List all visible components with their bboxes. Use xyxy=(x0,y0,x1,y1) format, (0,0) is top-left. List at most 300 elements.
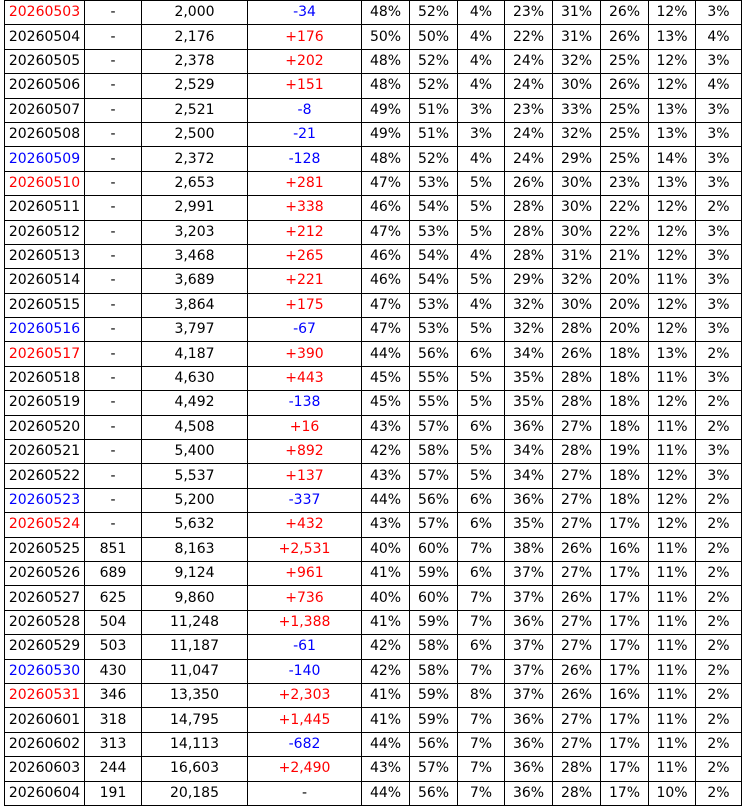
percent-cell: 50% xyxy=(410,25,458,49)
percent-cell: 3% xyxy=(696,293,742,317)
percent-cell: 22% xyxy=(601,196,649,220)
table-row xyxy=(5,74,742,98)
change-cell: +16 xyxy=(248,415,362,439)
change-cell: +443 xyxy=(248,366,362,390)
percent-cell: 48% xyxy=(362,49,410,73)
percent-cell: 7% xyxy=(458,586,505,610)
table-row xyxy=(5,440,742,464)
date-cell: 20260528 xyxy=(5,610,85,634)
change-cell: +202 xyxy=(248,49,362,73)
table-row xyxy=(5,757,742,781)
percent-cell: 11% xyxy=(649,708,696,732)
percent-cell: 17% xyxy=(601,732,649,756)
change-cell: -140 xyxy=(248,659,362,683)
percent-cell: 11% xyxy=(649,269,696,293)
percent-cell: 43% xyxy=(362,513,410,537)
percent-cell: 18% xyxy=(601,415,649,439)
percent-cell: 12% xyxy=(649,244,696,268)
percent-cell: 16% xyxy=(601,537,649,561)
percent-cell: 3% xyxy=(458,98,505,122)
change-cell: +736 xyxy=(248,586,362,610)
total-cell: 9,124 xyxy=(142,561,248,585)
percent-cell: 47% xyxy=(362,220,410,244)
percent-cell: 7% xyxy=(458,732,505,756)
percent-cell: 27% xyxy=(553,464,601,488)
date-cell: 20260602 xyxy=(5,732,85,756)
percent-cell: 23% xyxy=(505,1,553,25)
percent-cell: 2% xyxy=(696,586,742,610)
date-cell: 20260521 xyxy=(5,440,85,464)
table-row xyxy=(5,415,742,439)
percent-cell: 25% xyxy=(601,98,649,122)
date-cell: 20260512 xyxy=(5,220,85,244)
percent-cell: 11% xyxy=(649,440,696,464)
percent-cell: 35% xyxy=(505,366,553,390)
change-cell: +176 xyxy=(248,25,362,49)
percent-cell: 24% xyxy=(505,49,553,73)
percent-cell: 59% xyxy=(410,683,458,707)
percent-cell: 57% xyxy=(410,415,458,439)
percent-cell: 32% xyxy=(553,122,601,146)
percent-cell: 4% xyxy=(458,147,505,171)
percent-cell: 20% xyxy=(601,318,649,342)
change-cell: -337 xyxy=(248,488,362,512)
percent-cell: 41% xyxy=(362,683,410,707)
table-row xyxy=(5,171,742,195)
date-cell: 20260525 xyxy=(5,537,85,561)
percent-cell: 54% xyxy=(410,269,458,293)
percent-cell: 13% xyxy=(649,122,696,146)
percent-cell: 41% xyxy=(362,708,410,732)
percent-cell: 52% xyxy=(410,74,458,98)
percent-cell: 22% xyxy=(505,25,553,49)
percent-cell: 28% xyxy=(553,318,601,342)
count-cell: - xyxy=(85,244,142,268)
percent-cell: 6% xyxy=(458,635,505,659)
percent-cell: 46% xyxy=(362,244,410,268)
date-cell: 20260526 xyxy=(5,561,85,585)
percent-cell: 36% xyxy=(505,781,553,805)
total-cell: 11,047 xyxy=(142,659,248,683)
percent-cell: 50% xyxy=(362,25,410,49)
percent-cell: 26% xyxy=(505,171,553,195)
percent-cell: 53% xyxy=(410,171,458,195)
percent-cell: 30% xyxy=(553,171,601,195)
change-cell: +221 xyxy=(248,269,362,293)
percent-cell: 25% xyxy=(601,49,649,73)
change-cell: +281 xyxy=(248,171,362,195)
percent-cell: 26% xyxy=(553,659,601,683)
percent-cell: 27% xyxy=(553,488,601,512)
percent-cell: 4% xyxy=(458,244,505,268)
percent-cell: 55% xyxy=(410,366,458,390)
percent-cell: 53% xyxy=(410,293,458,317)
percent-cell: 34% xyxy=(505,440,553,464)
date-cell: 20260508 xyxy=(5,122,85,146)
date-cell: 20260603 xyxy=(5,757,85,781)
date-cell: 20260515 xyxy=(5,293,85,317)
percent-cell: 7% xyxy=(458,757,505,781)
change-cell: -61 xyxy=(248,635,362,659)
percent-cell: 56% xyxy=(410,342,458,366)
percent-cell: 2% xyxy=(696,683,742,707)
percent-cell: 12% xyxy=(649,220,696,244)
percent-cell: 44% xyxy=(362,342,410,366)
percent-cell: 7% xyxy=(458,781,505,805)
percent-cell: 36% xyxy=(505,708,553,732)
percent-cell: 18% xyxy=(601,464,649,488)
percent-cell: 4% xyxy=(696,74,742,98)
change-cell: -67 xyxy=(248,318,362,342)
percent-cell: 56% xyxy=(410,488,458,512)
percent-cell: 47% xyxy=(362,171,410,195)
percent-cell: 29% xyxy=(553,147,601,171)
percent-cell: 26% xyxy=(553,342,601,366)
percent-cell: 26% xyxy=(601,74,649,98)
change-cell: -34 xyxy=(248,1,362,25)
percent-cell: 57% xyxy=(410,513,458,537)
change-cell: - xyxy=(248,781,362,805)
total-cell: 2,991 xyxy=(142,196,248,220)
table-row xyxy=(5,586,742,610)
percent-cell: 4% xyxy=(696,25,742,49)
percent-cell: 17% xyxy=(601,757,649,781)
percent-cell: 12% xyxy=(649,74,696,98)
percent-cell: 46% xyxy=(362,196,410,220)
percent-cell: 4% xyxy=(458,49,505,73)
percent-cell: 48% xyxy=(362,147,410,171)
total-cell: 5,537 xyxy=(142,464,248,488)
change-cell: +1,445 xyxy=(248,708,362,732)
total-cell: 11,248 xyxy=(142,610,248,634)
percent-cell: 11% xyxy=(649,537,696,561)
count-cell: - xyxy=(85,196,142,220)
percent-cell: 29% xyxy=(505,269,553,293)
count-cell: - xyxy=(85,147,142,171)
percent-cell: 35% xyxy=(505,391,553,415)
date-cell: 20260513 xyxy=(5,244,85,268)
table-row xyxy=(5,49,742,73)
percent-cell: 33% xyxy=(553,98,601,122)
count-cell: 191 xyxy=(85,781,142,805)
percent-cell: 26% xyxy=(601,1,649,25)
percent-cell: 58% xyxy=(410,440,458,464)
change-cell: +338 xyxy=(248,196,362,220)
percent-cell: 3% xyxy=(696,1,742,25)
percent-cell: 11% xyxy=(649,683,696,707)
total-cell: 4,508 xyxy=(142,415,248,439)
percent-cell: 37% xyxy=(505,659,553,683)
date-cell: 20260514 xyxy=(5,269,85,293)
total-cell: 9,860 xyxy=(142,586,248,610)
percent-cell: 3% xyxy=(696,244,742,268)
percent-cell: 27% xyxy=(553,732,601,756)
change-cell: +265 xyxy=(248,244,362,268)
percent-cell: 55% xyxy=(410,391,458,415)
date-cell: 20260510 xyxy=(5,171,85,195)
change-cell: -21 xyxy=(248,122,362,146)
percent-cell: 60% xyxy=(410,586,458,610)
table-row xyxy=(5,683,742,707)
percent-cell: 12% xyxy=(649,49,696,73)
percent-cell: 26% xyxy=(601,25,649,49)
percent-cell: 12% xyxy=(649,464,696,488)
percent-cell: 56% xyxy=(410,732,458,756)
total-cell: 2,653 xyxy=(142,171,248,195)
percent-cell: 14% xyxy=(649,147,696,171)
date-cell: 20260527 xyxy=(5,586,85,610)
table-row xyxy=(5,391,742,415)
change-cell: +2,303 xyxy=(248,683,362,707)
table-row xyxy=(5,366,742,390)
count-cell: - xyxy=(85,366,142,390)
count-cell: - xyxy=(85,74,142,98)
change-cell: +151 xyxy=(248,74,362,98)
percent-cell: 8% xyxy=(458,683,505,707)
count-cell: - xyxy=(85,415,142,439)
table-row xyxy=(5,561,742,585)
change-cell: +175 xyxy=(248,293,362,317)
percent-cell: 59% xyxy=(410,561,458,585)
table-row xyxy=(5,122,742,146)
date-cell: 20260530 xyxy=(5,659,85,683)
percent-cell: 13% xyxy=(649,98,696,122)
table-row xyxy=(5,269,742,293)
percent-cell: 4% xyxy=(458,74,505,98)
percent-cell: 54% xyxy=(410,244,458,268)
total-cell: 13,350 xyxy=(142,683,248,707)
date-cell: 20260522 xyxy=(5,464,85,488)
percent-cell: 11% xyxy=(649,610,696,634)
total-cell: 5,632 xyxy=(142,513,248,537)
date-cell: 20260519 xyxy=(5,391,85,415)
total-cell: 4,492 xyxy=(142,391,248,415)
percent-cell: 27% xyxy=(553,561,601,585)
percent-cell: 37% xyxy=(505,635,553,659)
percent-cell: 6% xyxy=(458,513,505,537)
date-cell: 20260507 xyxy=(5,98,85,122)
percent-cell: 17% xyxy=(601,610,649,634)
total-cell: 14,795 xyxy=(142,708,248,732)
percent-cell: 32% xyxy=(553,49,601,73)
percent-cell: 36% xyxy=(505,488,553,512)
percent-cell: 5% xyxy=(458,196,505,220)
percent-cell: 52% xyxy=(410,147,458,171)
percent-cell: 13% xyxy=(649,25,696,49)
total-cell: 3,864 xyxy=(142,293,248,317)
total-cell: 4,630 xyxy=(142,366,248,390)
percent-cell: 23% xyxy=(601,171,649,195)
percent-cell: 2% xyxy=(696,757,742,781)
percent-cell: 32% xyxy=(505,318,553,342)
date-cell: 20260516 xyxy=(5,318,85,342)
count-cell: 318 xyxy=(85,708,142,732)
percent-cell: 18% xyxy=(601,342,649,366)
percent-cell: 5% xyxy=(458,269,505,293)
date-cell: 20260523 xyxy=(5,488,85,512)
date-cell: 20260517 xyxy=(5,342,85,366)
date-cell: 20260529 xyxy=(5,635,85,659)
table-row xyxy=(5,732,742,756)
total-cell: 5,400 xyxy=(142,440,248,464)
percent-cell: 34% xyxy=(505,342,553,366)
percent-cell: 31% xyxy=(553,244,601,268)
percent-cell: 60% xyxy=(410,537,458,561)
date-cell: 20260601 xyxy=(5,708,85,732)
count-cell: 851 xyxy=(85,537,142,561)
percent-cell: 4% xyxy=(458,293,505,317)
percent-cell: 25% xyxy=(601,147,649,171)
percent-cell: 2% xyxy=(696,732,742,756)
total-cell: 2,372 xyxy=(142,147,248,171)
percent-cell: 21% xyxy=(601,244,649,268)
percent-cell: 3% xyxy=(696,98,742,122)
percent-cell: 3% xyxy=(696,147,742,171)
change-cell: -128 xyxy=(248,147,362,171)
percent-cell: 48% xyxy=(362,74,410,98)
percent-cell: 5% xyxy=(458,464,505,488)
date-cell: 20260506 xyxy=(5,74,85,98)
percent-cell: 2% xyxy=(696,488,742,512)
percent-cell: 51% xyxy=(410,98,458,122)
percent-cell: 32% xyxy=(505,293,553,317)
total-cell: 2,500 xyxy=(142,122,248,146)
percent-cell: 7% xyxy=(458,659,505,683)
percent-cell: 23% xyxy=(505,98,553,122)
count-cell: - xyxy=(85,269,142,293)
count-cell: - xyxy=(85,171,142,195)
change-cell: -682 xyxy=(248,732,362,756)
count-cell: 313 xyxy=(85,732,142,756)
percent-cell: 24% xyxy=(505,74,553,98)
data-table xyxy=(4,0,742,806)
total-cell: 14,113 xyxy=(142,732,248,756)
percent-cell: 11% xyxy=(649,757,696,781)
total-cell: 5,200 xyxy=(142,488,248,512)
table-row xyxy=(5,610,742,634)
percent-cell: 49% xyxy=(362,122,410,146)
percent-cell: 2% xyxy=(696,561,742,585)
percent-cell: 44% xyxy=(362,488,410,512)
percent-cell: 24% xyxy=(505,122,553,146)
percent-cell: 38% xyxy=(505,537,553,561)
count-cell: - xyxy=(85,391,142,415)
percent-cell: 41% xyxy=(362,561,410,585)
percent-cell: 37% xyxy=(505,561,553,585)
count-cell: 504 xyxy=(85,610,142,634)
percent-cell: 2% xyxy=(696,659,742,683)
count-cell: 346 xyxy=(85,683,142,707)
percent-cell: 57% xyxy=(410,464,458,488)
percent-cell: 47% xyxy=(362,293,410,317)
percent-cell: 12% xyxy=(649,318,696,342)
percent-cell: 13% xyxy=(649,342,696,366)
percent-cell: 44% xyxy=(362,781,410,805)
percent-cell: 26% xyxy=(553,683,601,707)
percent-cell: 28% xyxy=(553,781,601,805)
percent-cell: 11% xyxy=(649,415,696,439)
percent-cell: 36% xyxy=(505,610,553,634)
percent-cell: 11% xyxy=(649,561,696,585)
percent-cell: 43% xyxy=(362,757,410,781)
table-row xyxy=(5,293,742,317)
percent-cell: 19% xyxy=(601,440,649,464)
count-cell: 503 xyxy=(85,635,142,659)
percent-cell: 20% xyxy=(601,269,649,293)
change-cell: +432 xyxy=(248,513,362,537)
count-cell: - xyxy=(85,220,142,244)
percent-cell: 27% xyxy=(553,415,601,439)
table-row xyxy=(5,635,742,659)
percent-cell: 3% xyxy=(696,49,742,73)
percent-cell: 3% xyxy=(696,464,742,488)
table-row xyxy=(5,659,742,683)
percent-cell: 11% xyxy=(649,366,696,390)
count-cell: - xyxy=(85,25,142,49)
percent-cell: 6% xyxy=(458,415,505,439)
percent-cell: 48% xyxy=(362,1,410,25)
percent-cell: 27% xyxy=(553,610,601,634)
total-cell: 2,521 xyxy=(142,98,248,122)
percent-cell: 28% xyxy=(553,757,601,781)
percent-cell: 2% xyxy=(696,196,742,220)
total-cell: 20,185 xyxy=(142,781,248,805)
percent-cell: 28% xyxy=(505,244,553,268)
total-cell: 2,176 xyxy=(142,25,248,49)
table-row xyxy=(5,464,742,488)
date-cell: 20260504 xyxy=(5,25,85,49)
percent-cell: 27% xyxy=(553,513,601,537)
percent-cell: 3% xyxy=(696,318,742,342)
percent-cell: 26% xyxy=(553,586,601,610)
total-cell: 2,000 xyxy=(142,1,248,25)
total-cell: 3,797 xyxy=(142,318,248,342)
date-cell: 20260511 xyxy=(5,196,85,220)
total-cell: 16,603 xyxy=(142,757,248,781)
change-cell: +1,388 xyxy=(248,610,362,634)
table-row xyxy=(5,196,742,220)
percent-cell: 2% xyxy=(696,537,742,561)
percent-cell: 40% xyxy=(362,537,410,561)
percent-cell: 2% xyxy=(696,415,742,439)
percent-cell: 47% xyxy=(362,318,410,342)
change-cell: -138 xyxy=(248,391,362,415)
percent-cell: 3% xyxy=(458,122,505,146)
count-cell: - xyxy=(85,122,142,146)
percent-cell: 16% xyxy=(601,683,649,707)
change-cell: +212 xyxy=(248,220,362,244)
total-cell: 8,163 xyxy=(142,537,248,561)
percent-cell: 2% xyxy=(696,610,742,634)
percent-cell: 32% xyxy=(553,269,601,293)
percent-cell: 57% xyxy=(410,757,458,781)
percent-cell: 7% xyxy=(458,610,505,634)
table-row xyxy=(5,318,742,342)
percent-cell: 36% xyxy=(505,415,553,439)
percent-cell: 4% xyxy=(458,25,505,49)
percent-cell: 28% xyxy=(553,440,601,464)
percent-cell: 45% xyxy=(362,366,410,390)
percent-cell: 12% xyxy=(649,293,696,317)
count-cell: - xyxy=(85,293,142,317)
percent-cell: 31% xyxy=(553,25,601,49)
percent-cell: 3% xyxy=(696,220,742,244)
count-cell: - xyxy=(85,464,142,488)
percent-cell: 3% xyxy=(696,440,742,464)
percent-cell: 7% xyxy=(458,537,505,561)
percent-cell: 26% xyxy=(553,537,601,561)
date-cell: 20260518 xyxy=(5,366,85,390)
